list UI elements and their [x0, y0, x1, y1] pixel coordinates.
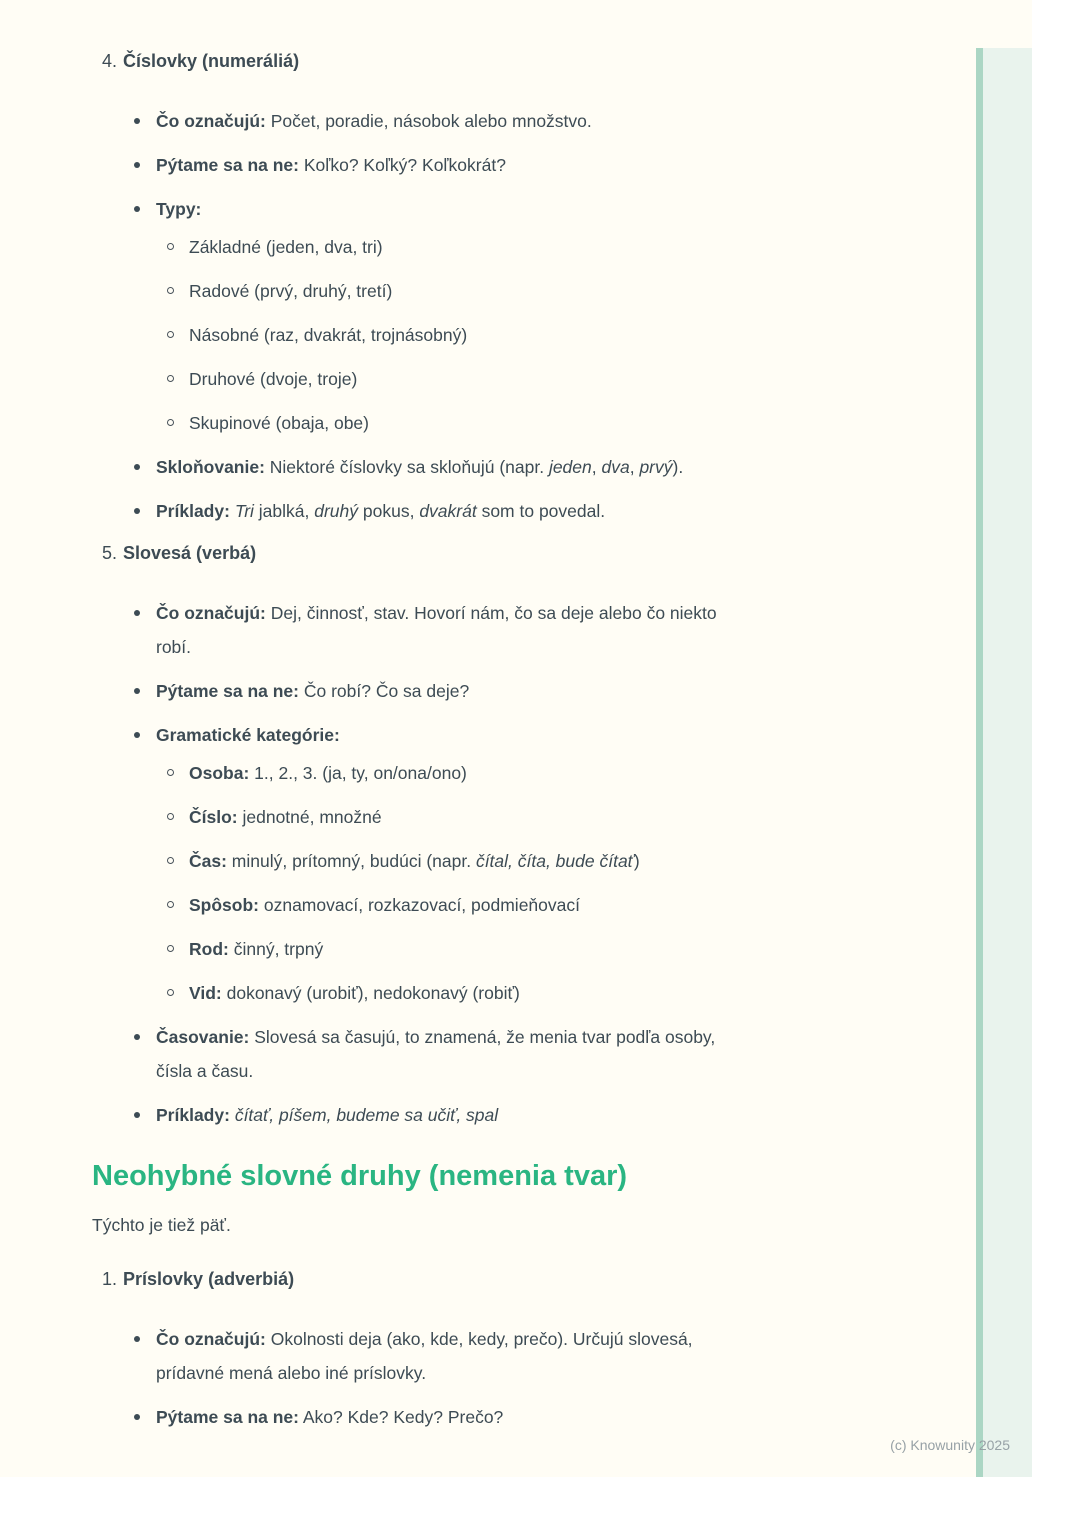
item-label: Pýtame sa na ne:: [156, 1407, 299, 1427]
item-text: Čo robí? Čo sa deje?: [298, 681, 470, 701]
item-text: Počet, poradie, násobok alebo množstvo.: [265, 111, 592, 131]
item-text-italic: druhý: [314, 501, 359, 521]
knowunity-watermark: (c) Knowunity 2025: [890, 1437, 1010, 1453]
item-text: som to povedal.: [476, 501, 606, 521]
list-item: [156, 1400, 752, 1434]
item-text: Koľko? Koľký? Koľkokrát?: [298, 155, 506, 175]
item-label: Pýtame sa na ne:: [156, 155, 299, 175]
item-label: Čo označujú:: [156, 1329, 266, 1349]
item-label: Číslo:: [189, 807, 238, 827]
item-text: pokus,: [358, 501, 420, 521]
section-number: 4.: [102, 51, 118, 71]
list-item: [156, 718, 752, 1010]
item-text: 1., 2., 3. (ja, ty, on/ona/ono): [249, 763, 467, 783]
section-slovesa: [92, 540, 782, 1132]
sub-list-item: [189, 844, 752, 878]
item-text: jednotné, množné: [237, 807, 382, 827]
item-label: Časovanie:: [156, 1027, 250, 1047]
section-title-text: Slovesá (verbá): [123, 543, 257, 563]
item-text-italic: dvakrát: [419, 501, 477, 521]
item-label: Gramatické kategórie:: [156, 725, 340, 745]
item-label: Vid:: [189, 983, 222, 1003]
heading-neohybne-slovne-druhy: Neohybné slovné druhy (nemenia tvar): [92, 1160, 628, 1192]
sub-list-item: [189, 888, 752, 922]
item-label: Čo označujú:: [156, 603, 266, 623]
item-label: Typy:: [156, 199, 202, 219]
item-text: ,: [591, 457, 602, 477]
item-text: Slovesá sa časujú, to znamená, že menia tvar podľa osoby, čísla a času.: [156, 1027, 716, 1081]
list-item: [156, 1322, 752, 1390]
sub-list-item: [189, 800, 752, 834]
item-label: Príklady:: [156, 1105, 230, 1125]
section-number: 5.: [102, 543, 118, 563]
list-item: [156, 148, 752, 182]
item-text: Niektoré číslovky sa skloňujú (napr.: [264, 457, 549, 477]
sub-list-item: Radové (prvý, druhý, tretí): [189, 274, 752, 308]
item-text: činný, trpný: [228, 939, 324, 959]
section-title-text: Príslovky (adverbiá): [123, 1269, 295, 1289]
list-item: [156, 192, 752, 440]
sub-list-item: [189, 756, 752, 790]
sub-list-item: [189, 976, 752, 1010]
decorative-green-strip: [976, 48, 1032, 1477]
item-text-italic: čítal, číta, bude čítať: [475, 851, 634, 871]
item-label: Pýtame sa na ne:: [156, 681, 299, 701]
item-text-italic: prvý: [639, 457, 673, 477]
item-text: Ako? Kde? Kedy? Prečo?: [298, 1407, 504, 1427]
list-item: [156, 1098, 752, 1132]
item-text: dokonavý (urobiť), nedokonavý (robiť): [221, 983, 520, 1003]
list-item: [156, 596, 752, 664]
item-label: Osoba:: [189, 763, 250, 783]
item-label: Príklady:: [156, 501, 230, 521]
sub-list-item: [189, 932, 752, 966]
section-number: 1.: [102, 1269, 118, 1289]
sub-list-item: Druhové (dvoje, troje): [189, 362, 752, 396]
item-text: minulý, prítomný, budúci (napr.: [226, 851, 476, 871]
item-text: ): [633, 851, 640, 871]
item-text-italic: dva: [601, 457, 630, 477]
item-label: Spôsob:: [189, 895, 259, 915]
list-item: [156, 450, 752, 484]
section-title: [92, 540, 782, 566]
item-text: ).: [672, 457, 684, 477]
list-item: [156, 104, 752, 138]
item-label: Čo označujú:: [156, 111, 266, 131]
item-text-italic: čítať, píšem, budeme sa učiť, spal: [234, 1105, 499, 1125]
item-label: Rod:: [189, 939, 229, 959]
sub-list-item: Skupinové (obaja, obe): [189, 406, 752, 440]
bullet-list: [92, 104, 752, 528]
intro-paragraph: Týchto je tiež päť.: [92, 1215, 231, 1235]
item-label: Skloňovanie:: [156, 457, 265, 477]
sub-bullet-list: [156, 230, 752, 440]
item-text: ,: [629, 457, 640, 477]
sub-list-item: Násobné (raz, dvakrát, trojnásobný): [189, 318, 752, 352]
section-title: [92, 48, 782, 74]
section-cislovky: [92, 48, 782, 528]
section-title: [92, 1266, 782, 1292]
item-text-italic: Tri: [234, 501, 254, 521]
sub-bullet-list: [156, 756, 752, 1010]
item-text-italic: jeden: [548, 457, 592, 477]
bullet-list: [92, 1322, 752, 1434]
item-text: Dej, činnosť, stav. Hovorí nám, čo sa deje alebo čo niekto robí.: [156, 603, 717, 657]
section-prislovky: [92, 1266, 782, 1434]
item-text: jablká,: [253, 501, 315, 521]
sub-list-item: Základné (jeden, dva, tri): [189, 230, 752, 264]
item-text: Okolnosti deja (ako, kde, kedy, prečo). Určujú slovesá, prídavné mená alebo iné príslovky.: [156, 1329, 693, 1383]
item-text: oznamovací, rozkazovací, podmieňovací: [259, 895, 580, 915]
section-title-text: Číslovky (numeráliá): [123, 51, 300, 71]
list-item: [156, 674, 752, 708]
bullet-list: [92, 596, 752, 1132]
item-label: Čas:: [189, 851, 227, 871]
list-item: [156, 494, 752, 528]
list-item: [156, 1020, 752, 1088]
